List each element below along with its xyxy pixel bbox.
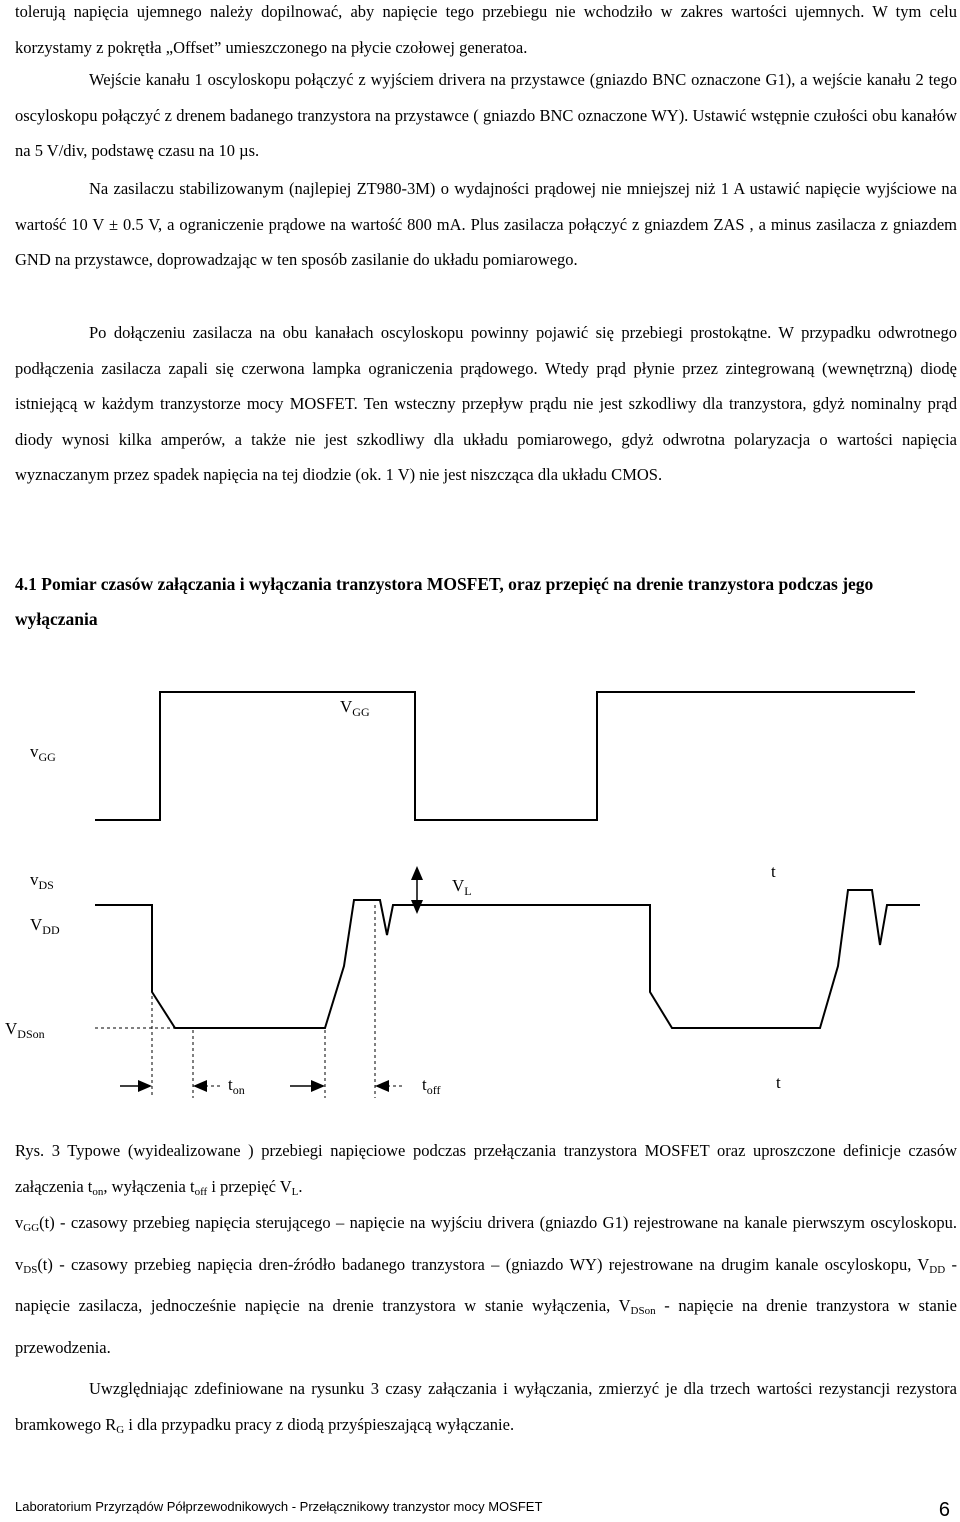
label-toff: $t_{off}$ <box>422 1075 441 1097</box>
label-t-upper: t <box>771 862 776 881</box>
vgg-waveform <box>95 692 915 820</box>
label-vl: $V_L$ <box>452 876 472 898</box>
paragraph-measurement-task: Uwzględniając zdefiniowane na rysunku 3 czasy załączania i wyłączania, zmierzyć je dla trzech wartości rezystancji rezystora bramkowego $R_G$ i dla przypadku pracy z diodą przyśpieszającą wyłączanie. <box>15 1379 957 1436</box>
section-heading: 4.1 Pomiar czasów załączania i wyłączania tranzystora MOSFET, oraz przepięć na drenie tranzystora podczas jego wyłączania <box>15 574 874 629</box>
symbol-definitions: $v_{GG}(t)$ - czasowy przebieg napięcia sterującego – napięcie na wyjściu drivera (gniazdo G1) rejestrowane na kanale pierwszym oscyloskopu. $v_{DS}(t)$ - czasowy przebieg napięcia dren-źródło badanego tranzystora – (gniazdo WY) rejestrowane na drugim kanale oscyloskopu, $V_{DD}$ - napięcie zasilacza, jednocześnie napięcie na drenie tranzystora w stanie wyłączenia, $V_{DSon}$ - napięcie na drenie tranzystora w stanie przewodzenia. <box>15 1213 958 1357</box>
label-vdd: $V_{DD}$ <box>30 915 60 937</box>
page-number: 6 <box>938 1499 950 1521</box>
paragraph-power-supply: Na zasilaczu stabilizowanym (najlepiej ZT980-3M) o wydajności prądowej nie mniejszej niż 1 A ustawić napięcie wyjściowe na wartość 10 V ± 0.5 V, a ograniczenie prądowe na wartość 800 mA. Plus zasilacza połączyć z gniazdem ZAS , a minus zasilacza z gniazdem GND na przystawce, doprowadzając w ten sposób zasilanie do układu pomiarowego. <box>15 179 957 269</box>
page-footer: Laboratorium Przyrządów Półprzewodnikowych - Przełącznikowy tranzystor mocy MOSFET <box>15 1499 543 1514</box>
label-vdson: $V_{DSon}$ <box>5 1019 45 1041</box>
paragraph-oscilloscope-setup: Wejście kanału 1 oscyloskopu połączyć z wyjściem drivera na przystawce (gniazdo BNC oznaczone G1), a wejście kanału 2 tego oscyloskopu połączyć z drenem badanego tranzystora na przystawce ( gniazdo BNC oznaczone WY). Ustawić wstępnie czułości obu kanałów na 5 V/div, podstawę czasu na 10 µs. <box>15 70 957 160</box>
label-vds: $v_{DS}$ <box>30 870 54 892</box>
vds-waveform <box>95 890 920 1028</box>
label-vgg-top: $V_{GG}$ <box>340 697 370 719</box>
paragraph-waveforms: Po dołączeniu zasilacza na obu kanałach oscyloskopu powinny pojawić się przebiegi prostokątne. W przypadku odwrotnego podłączenia zasilacza zapali się czerwona lampka ograniczenia prądowego. Wtedy prąd płynie przez zintegrowaną (wewnętrzną) diodę istniejącą w każdym tranzystorze mocy MOSFET. Ten wsteczny przepływ prądu nie jest szkodliwy dla tranzystora, gdyż nominalny prąd diody wynosi kilka amperów, a także nie jest szkodliwy dla układu pomiarowego, gdyż odwrotna polaryzacja o wartości napięcia wyznaczanym przez spadek napięcia na tej diodzie (ok. 1 V) nie jest niszcząca dla układu CMOS. <box>15 323 957 484</box>
label-t-lower: t <box>776 1073 781 1092</box>
paragraph-continuation: tolerują napięcia ujemnego należy dopilnować, aby napięcie tego przebiegu nie wchodziło w zakres wartości ujemnych. W tym celu korzystamy z pokrętła „Offset” umieszczonego na płycie czołowej generatoa. <box>15 2 957 57</box>
label-ton: $t_{on}$ <box>228 1075 245 1097</box>
label-vgg-left: $v_{GG}$ <box>30 742 56 764</box>
figure-caption: Rys. 3 Typowe (wyidealizowane ) przebiegi napięciowe podczas przełączania tranzystora MOSFET oraz uproszczone definicje czasów załączenia $t_{on}$, wyłączenia $t_{off}$ i przepięć $V_L$. <box>15 1141 957 1198</box>
